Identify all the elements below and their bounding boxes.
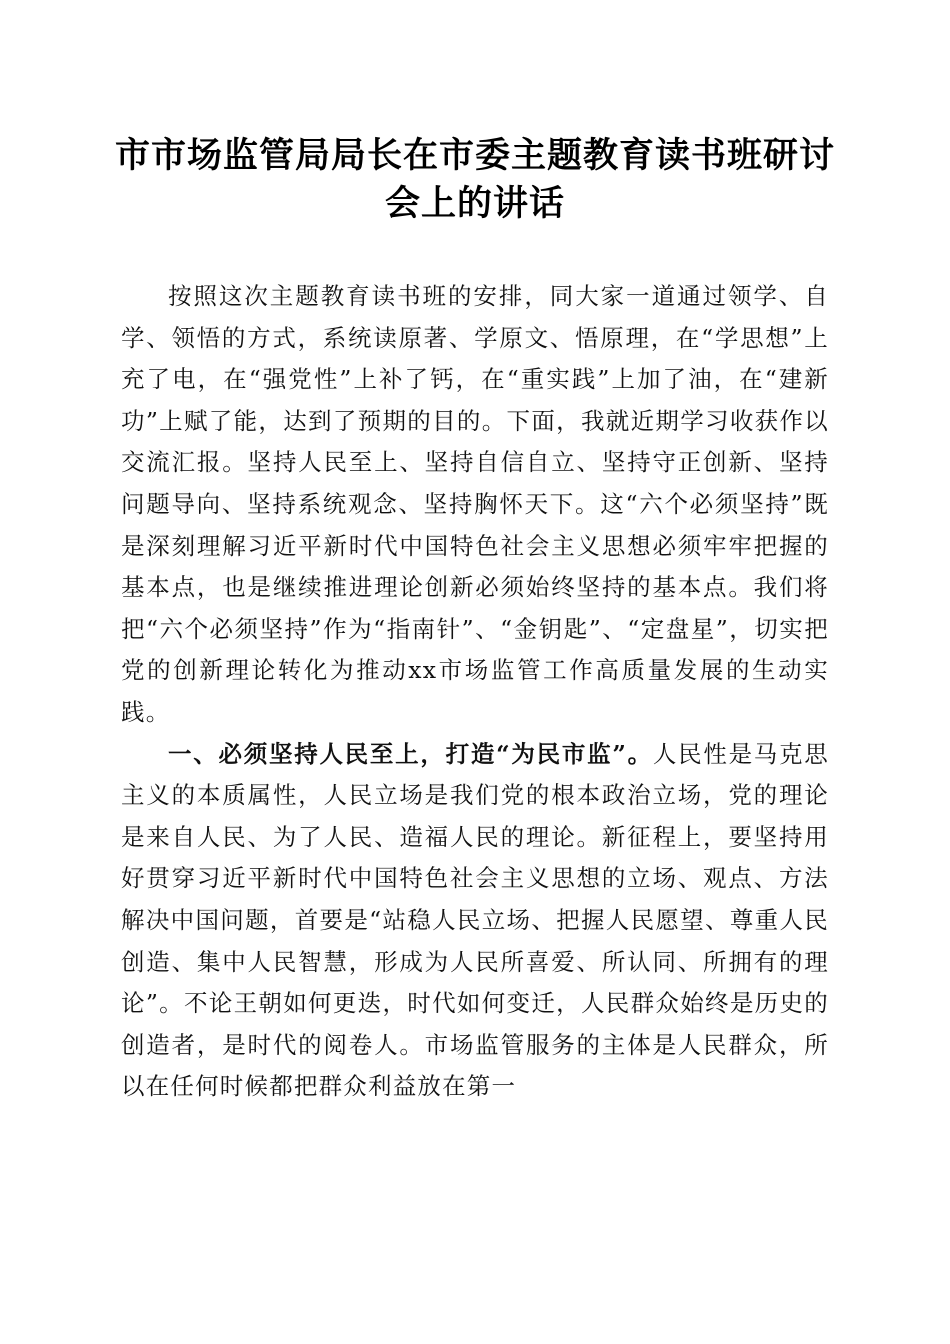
section-1-paragraph [121, 734, 829, 1108]
intro-paragraph: 按照这次主题教育读书班的安排，同大家一道通过领学、自学、领悟的方式，系统读原著、学原文、悟原理，在“学思想”上充了电，在“强党性”上补了钙，在“重实践”上加了油，在“建新功”上赋了能，达到了预期的目的。下面，我就近期学习收获作以交流汇报。坚持人民至上、坚持自信自立、坚持守正创新、坚持问题导向、坚持系统观念、坚持胸怀天下。这“六个必须坚持”既是深刻理解习近平新时代中国特色社会主义思想必须牢牢把握的基本点，也是继续推进理论创新必须始终坚持的基本点。我们将把“六个必须坚持”作为“指南针”、“金钥匙”、“定盘星”，切实把党的创新理论转化为推动xx市场监管工作高质量发展的生动实践。 [121, 282, 829, 726]
section-1-heading: 一、必须坚持人民至上，打造“为民市监”。 [168, 739, 653, 768]
section-1-text: 人民性是马克思主义的本质属性，人民立场是我们党的根本政治立场，党的理论是来自人民、为了人民、造福人民的理论。新征程上，要坚持用好贯穿习近平新时代中国特色社会主义思想的立场、观点、方法解决中国问题，首要是“站稳人民立场、把握人民愿望、尊重人民创造、集中人民智慧，形成为人民所喜爱、所认同、所拥有的理论”。不论王朝如何更迭，时代如何变迁，人民群众始终是历史的创造者，是时代的阅卷人。市场监管服务的主体是人民群众，所以在任何时候都把群众利益放在第一 [121, 739, 829, 1101]
document-title [100, 132, 850, 228]
title-line-1: 市市场监管局局长在市委主题教育读书班研讨 [114, 135, 835, 176]
document-body [121, 276, 829, 1108]
title-line-2: 会上的讲话 [384, 183, 565, 224]
